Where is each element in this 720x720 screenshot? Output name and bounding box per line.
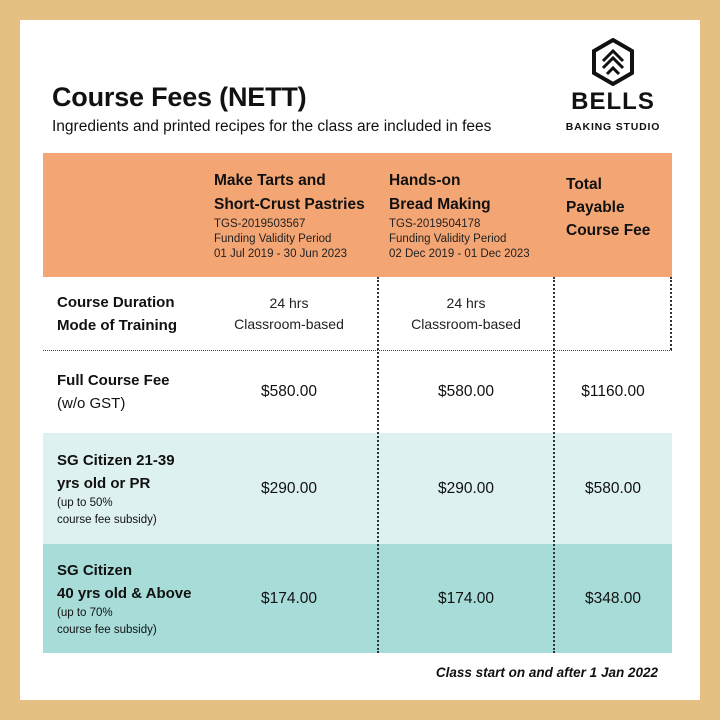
validity-period: 02 Dec 2019 - 01 Dec 2023 <box>389 247 530 260</box>
table-row-duration <box>43 277 672 350</box>
training-mode: Classroom-based <box>234 315 344 332</box>
logo-name: BELLS <box>571 88 655 115</box>
column-divider <box>553 277 555 653</box>
hexagon-wheat-icon <box>591 38 635 86</box>
validity-label: Funding Validity Period <box>389 232 507 245</box>
bells-logo <box>558 38 668 138</box>
duration-cell <box>378 277 554 350</box>
table-row-sg-40-above <box>43 544 672 653</box>
page-title: Course Fees (NETT) <box>52 82 307 112</box>
row-label-line: SG Citizen <box>57 561 133 579</box>
row-label-line: 40 yrs old & Above <box>57 584 192 602</box>
fee-value: $290.00 <box>260 479 318 497</box>
row-label-line: yrs old or PR <box>57 474 151 492</box>
total-title-line: Total <box>566 176 602 193</box>
row-label-note: (w/o GST) <box>57 394 126 412</box>
fee-value: $290.00 <box>437 479 495 497</box>
total-title-line: Course Fee <box>566 222 651 239</box>
total-title-line: Payable <box>566 199 625 216</box>
row-label-line: Full Course Fee <box>57 371 170 389</box>
fee-cell <box>554 350 672 433</box>
fee-cell <box>200 350 378 433</box>
fee-total-value: $348.00 <box>584 589 642 607</box>
row-label <box>43 277 200 350</box>
duration-hours: 24 hrs <box>446 294 486 311</box>
footer-note: Class start on and after 1 Jan 2022 <box>435 665 658 680</box>
row-label-note: course fee subsidy) <box>57 623 157 636</box>
fee-cell <box>378 350 554 433</box>
course-code: TGS-2019504178 <box>389 217 481 230</box>
header-total <box>554 153 672 277</box>
logo-subtitle: BAKING STUDIO <box>565 121 661 133</box>
header-empty-cell <box>43 153 200 277</box>
row-label-note: (up to 70% <box>57 606 113 619</box>
row-label-line: Course Duration <box>57 293 175 311</box>
fee-cell <box>200 433 378 544</box>
training-mode: Classroom-based <box>411 315 521 332</box>
page-subtitle: Ingredients and printed recipes for the class are included in fees <box>52 118 492 135</box>
course-title-line: Hands-on <box>389 171 461 189</box>
course-code: TGS-2019503567 <box>214 217 306 230</box>
table-row-full-fee <box>43 350 672 433</box>
header-course-tarts <box>200 153 378 277</box>
table-row-sg-21-39 <box>43 433 672 544</box>
validity-label: Funding Validity Period <box>214 232 332 245</box>
row-label <box>43 433 200 544</box>
duration-total-cell <box>554 277 672 350</box>
validity-period: 01 Jul 2019 - 30 Jun 2023 <box>214 247 347 260</box>
fee-cell <box>554 544 672 653</box>
row-label-note: course fee subsidy) <box>57 513 157 526</box>
column-divider <box>377 277 379 653</box>
row-divider <box>43 350 672 351</box>
row-label-line: Mode of Training <box>57 316 177 334</box>
row-label-note: (up to 50% <box>57 496 113 509</box>
fee-total-value: $580.00 <box>584 479 642 497</box>
header-course-bread <box>378 153 554 277</box>
fee-value: $174.00 <box>437 589 495 607</box>
fee-card <box>20 20 700 700</box>
fee-total-value: $1160.00 <box>581 382 645 400</box>
table-header-row <box>43 153 672 277</box>
fee-cell <box>200 544 378 653</box>
table-right-border <box>670 277 672 350</box>
fee-value: $580.00 <box>260 382 318 400</box>
fee-cell <box>554 433 672 544</box>
duration-hours: 24 hrs <box>269 294 309 311</box>
fee-value: $580.00 <box>437 382 495 400</box>
course-title-line: Bread Making <box>389 195 491 213</box>
fee-table <box>43 153 672 653</box>
duration-cell <box>200 277 378 350</box>
row-label <box>43 350 200 433</box>
row-label <box>43 544 200 653</box>
course-title-line: Make Tarts and <box>214 171 326 189</box>
fee-value: $174.00 <box>260 589 318 607</box>
fee-cell <box>378 433 554 544</box>
course-title-line: Short-Crust Pastries <box>214 195 365 213</box>
row-label-line: SG Citizen 21-39 <box>57 451 175 469</box>
fee-cell <box>378 544 554 653</box>
